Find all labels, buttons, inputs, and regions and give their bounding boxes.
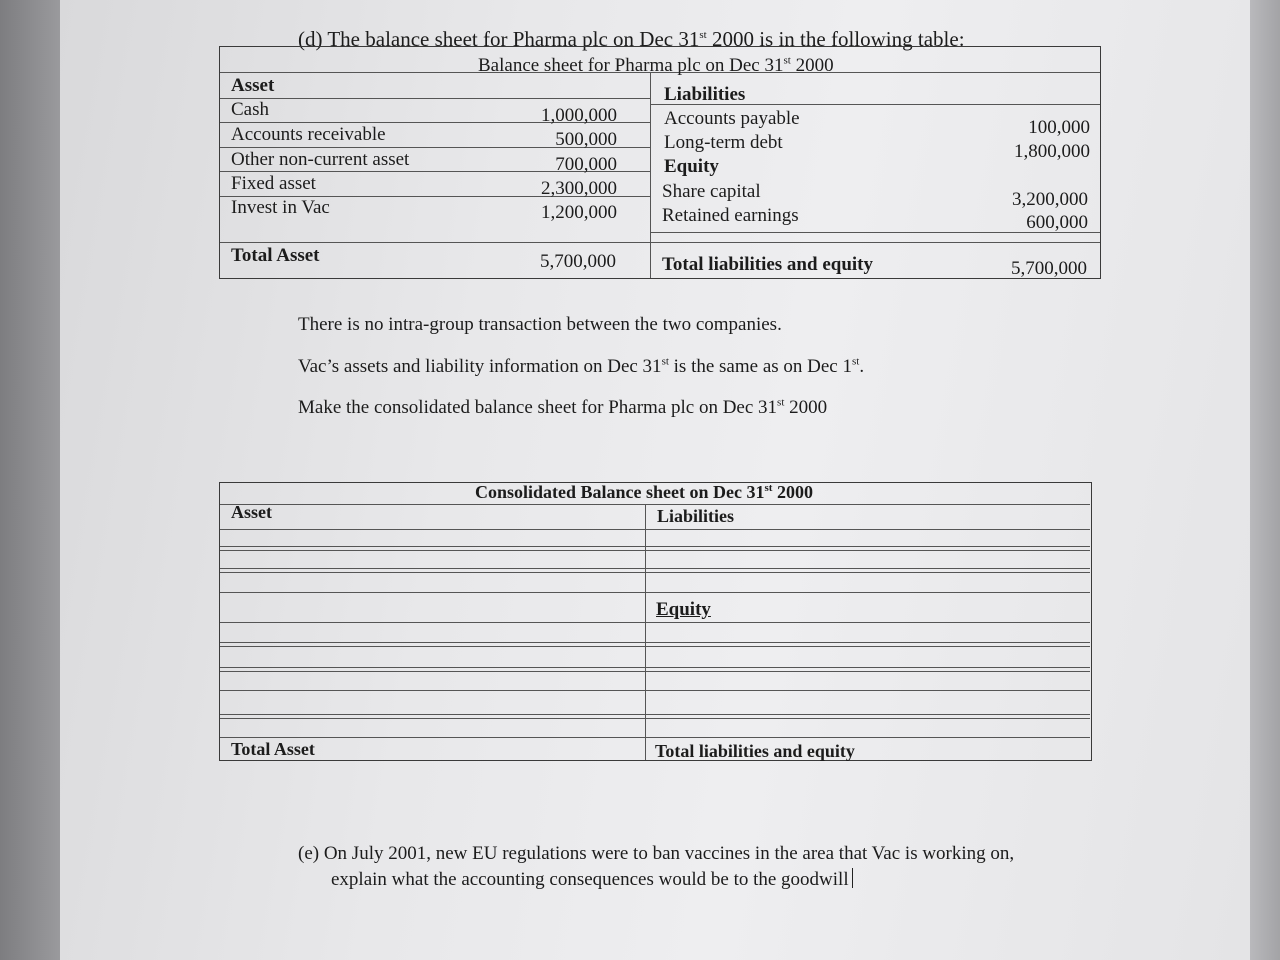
table-rule bbox=[220, 242, 1100, 243]
equity-value-retained-earnings: 600,000 bbox=[1026, 212, 1088, 233]
asset-value-fixed-asset: 2,300,000 bbox=[541, 178, 617, 199]
note-no-intragroup: There is no intra-group transaction between the two companies. bbox=[298, 314, 782, 335]
table-rule bbox=[220, 572, 1090, 573]
asset-value-accounts-receivable: 500,000 bbox=[555, 129, 617, 150]
question-e-line2: explain what the accounting consequences would be to the goodwill bbox=[331, 868, 853, 891]
note-make-consolidated: Make the consolidated balance sheet for Pharma plc on Dec 31st 2000 bbox=[298, 396, 828, 418]
table-rule bbox=[220, 546, 1090, 547]
asset-label-cash: Cash bbox=[231, 99, 269, 120]
desk-edge-left bbox=[0, 0, 60, 960]
liability-label-accounts-payable: Accounts payable bbox=[664, 108, 800, 129]
consolidated-total-asset-label: Total Asset bbox=[231, 739, 315, 759]
equity-value-share-capital: 3,200,000 bbox=[1012, 189, 1088, 210]
consolidated-total-le-label: Total liabilities and equity bbox=[655, 741, 855, 761]
table-rule bbox=[220, 646, 1090, 647]
text-cursor bbox=[852, 868, 853, 888]
table-rule bbox=[220, 592, 1090, 593]
table-rule bbox=[220, 737, 1090, 738]
liability-value-accounts-payable: 100,000 bbox=[1028, 117, 1090, 138]
note-vac-same-info: Vac’s assets and liability information on Dec 31st is the same as on Dec 1st. bbox=[298, 355, 865, 377]
consolidated-liabilities-header: Liabilities bbox=[657, 506, 735, 526]
equity-label-retained-earnings: Retained earnings bbox=[662, 205, 799, 226]
asset-header: Asset bbox=[231, 75, 275, 96]
liabilities-header: Liabilities bbox=[664, 84, 746, 105]
total-le-label: Total liabilities and equity bbox=[662, 254, 873, 275]
asset-value-cash: 1,000,000 bbox=[541, 105, 617, 126]
total-le-value: 5,700,000 bbox=[1011, 258, 1087, 279]
table-rule bbox=[220, 667, 1090, 668]
table-rule bbox=[220, 504, 1090, 505]
consolidated-table-title: Consolidated Balance sheet on Dec 31st 2000 bbox=[475, 482, 813, 502]
table-divider bbox=[645, 504, 646, 760]
asset-label-invest-in-vac: Invest in Vac bbox=[231, 197, 330, 218]
table-rule bbox=[220, 529, 1090, 530]
asset-label-other-non-current: Other non-current asset bbox=[231, 149, 410, 170]
total-asset-value: 5,700,000 bbox=[540, 251, 616, 272]
consolidated-equity-header: Equity bbox=[656, 599, 711, 620]
pharma-table-title: Balance sheet for Pharma plc on Dec 31st 2000 bbox=[478, 54, 834, 76]
table-rule bbox=[220, 718, 1090, 719]
asset-label-fixed-asset: Fixed asset bbox=[231, 173, 316, 194]
table-rule bbox=[220, 642, 1090, 643]
table-rule bbox=[220, 714, 1090, 715]
table-divider bbox=[650, 72, 651, 278]
table-rule bbox=[220, 98, 650, 99]
table-rule bbox=[220, 622, 1090, 623]
asset-label-accounts-receivable: Accounts receivable bbox=[231, 124, 386, 145]
table-rule bbox=[220, 671, 1090, 672]
liability-value-long-term-debt: 1,800,000 bbox=[1014, 141, 1090, 162]
table-rule bbox=[220, 568, 1090, 569]
table-rule bbox=[220, 690, 1090, 691]
asset-value-invest-in-vac: 1,200,000 bbox=[541, 202, 617, 223]
desk-edge-right bbox=[1250, 0, 1280, 960]
table-rule bbox=[220, 550, 1090, 551]
equity-header: Equity bbox=[664, 156, 719, 177]
asset-value-other-non-current: 700,000 bbox=[555, 154, 617, 175]
consolidated-asset-header: Asset bbox=[231, 502, 272, 522]
total-asset-label: Total Asset bbox=[231, 245, 320, 266]
liability-label-long-term-debt: Long-term debt bbox=[664, 132, 783, 153]
equity-label-share-capital: Share capital bbox=[662, 181, 761, 202]
question-d-heading: (d) The balance sheet for Pharma plc on Dec 31st 2000 is in the following table: bbox=[298, 27, 965, 51]
question-e-line1: (e) On July 2001, new EU regulations were to ban vaccines in the area that Vac is working on, bbox=[298, 843, 1015, 864]
